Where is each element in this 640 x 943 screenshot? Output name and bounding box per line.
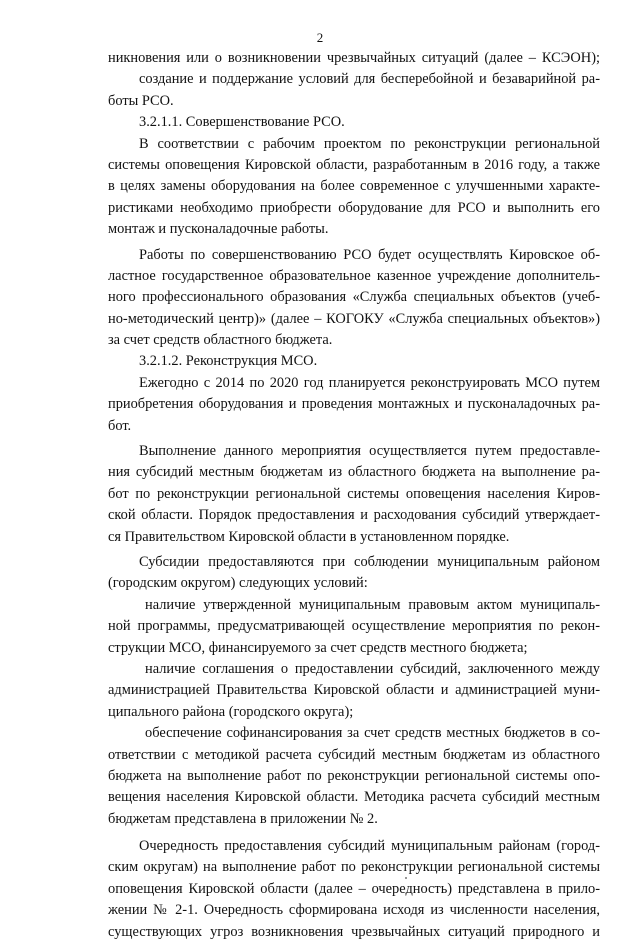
text-line: ским округам) на выполнение работ по реконструкции региональной системы xyxy=(108,859,600,876)
text-line: ной программы, предусматривающей осуществление мероприятия по рекон- xyxy=(108,618,600,635)
text-line: бот. xyxy=(108,417,132,434)
text-line: ния субсидий местным бюджетам из областного бюджета на выполнение ра- xyxy=(108,464,600,481)
text-line: ответствии с методикой расчета субсидий местным бюджетам из областного xyxy=(108,746,600,763)
text-line: но-методический центр)» (далее – КОГОКУ «Служба специальных объектов») xyxy=(108,310,600,327)
page-number: 2 xyxy=(316,30,324,45)
text-line: боты РСО. xyxy=(108,92,174,109)
text-line: обеспечение софинансирования за счет средств местных бюджетов в со- xyxy=(145,725,600,742)
text-line: Работы по совершенствованию РСО будет осуществлять Кировское об- xyxy=(139,246,600,263)
text-line: существующих угроз возникновения чрезвычайных ситуаций природного и xyxy=(108,923,600,940)
text-line: ской области. Порядок предоставления и расходования субсидий утверждает- xyxy=(108,507,600,524)
text-line: Очередность предоставления субсидий муниципальным районам (город- xyxy=(139,838,600,855)
text-line: ципального района (городского округа); xyxy=(108,703,354,720)
text-line: Субсидии предоставляются при соблюдении муниципальным районом xyxy=(139,553,600,570)
text-line: бюджета на выполнение работ по реконструкции региональной системы опо- xyxy=(108,767,600,784)
body-text xyxy=(108,48,600,943)
text-line: никновения или о возникновении чрезвычайных ситуаций (далее – КСЭОН); xyxy=(108,50,600,66)
text-line: ся Правительством Кировской области в установленном порядке. xyxy=(108,528,510,545)
text-line: системы оповещения Кировской области, разработанным в 2016 году, а также xyxy=(108,156,600,173)
section-heading: 3.2.1.1. Совершенствование РСО. xyxy=(139,114,345,131)
text-line: бюджетам представлена в приложении № 2. xyxy=(108,810,378,827)
text-line: бот по реконструкции региональной системы оповещения населения Киров- xyxy=(108,485,600,502)
text-line: наличие соглашения о предоставлении субсидий, заключенного между xyxy=(145,660,600,677)
section-heading: 3.2.1.2. Реконструкция МСО. xyxy=(139,353,318,370)
text-line: струкции МСО, финансируемого за счет средств местного бюджета; xyxy=(108,639,528,656)
text-line: Выполнение данного мероприятия осуществляется путем предоставле- xyxy=(139,443,600,460)
text-line: жении № 2-1. Очередность сформирована исходя из численности населения, xyxy=(108,902,600,919)
text-line: оповещения Кировской области (далее – очередность) представлена в прило- xyxy=(108,880,600,897)
text-line: администрацией Правительства Кировской области и администрацией муни- xyxy=(108,682,600,699)
text-line: ристиками необходимо приобрести оборудование для РСО и выполнить его xyxy=(108,199,600,216)
text-line: монтаж и пусконаладочные работы. xyxy=(108,221,329,238)
text-line: создание и поддержание условий для бесперебойной и безаварийной ра- xyxy=(139,71,600,88)
text-line: в целях замены оборудования на более современное с улучшенными характе- xyxy=(108,178,600,195)
text-line: наличие утвержденной муниципальным правовым актом муниципаль- xyxy=(145,596,600,613)
text-line: вещения населения Кировской области. Методика расчета субсидий местным xyxy=(108,789,600,806)
text-line: приобретения оборудования и проведения монтажных и пусконаладочных ра- xyxy=(108,396,600,413)
text-line: ного профессионального образования «Служба специальных объектов (учеб- xyxy=(108,289,600,306)
text-line: Ежегодно с 2014 по 2020 год планируется реконструировать МСО путем xyxy=(139,374,600,391)
text-line: за счет средств областного бюджета. xyxy=(108,332,333,349)
text-line: (городским округом) следующих условий: xyxy=(108,575,368,592)
text-line: В соответствии с рабочим проектом по реконструкции региональной xyxy=(139,135,600,152)
scan-speck xyxy=(405,877,407,879)
text-line: ластное государственное образовательное казенное учреждение дополнитель- xyxy=(108,267,600,284)
